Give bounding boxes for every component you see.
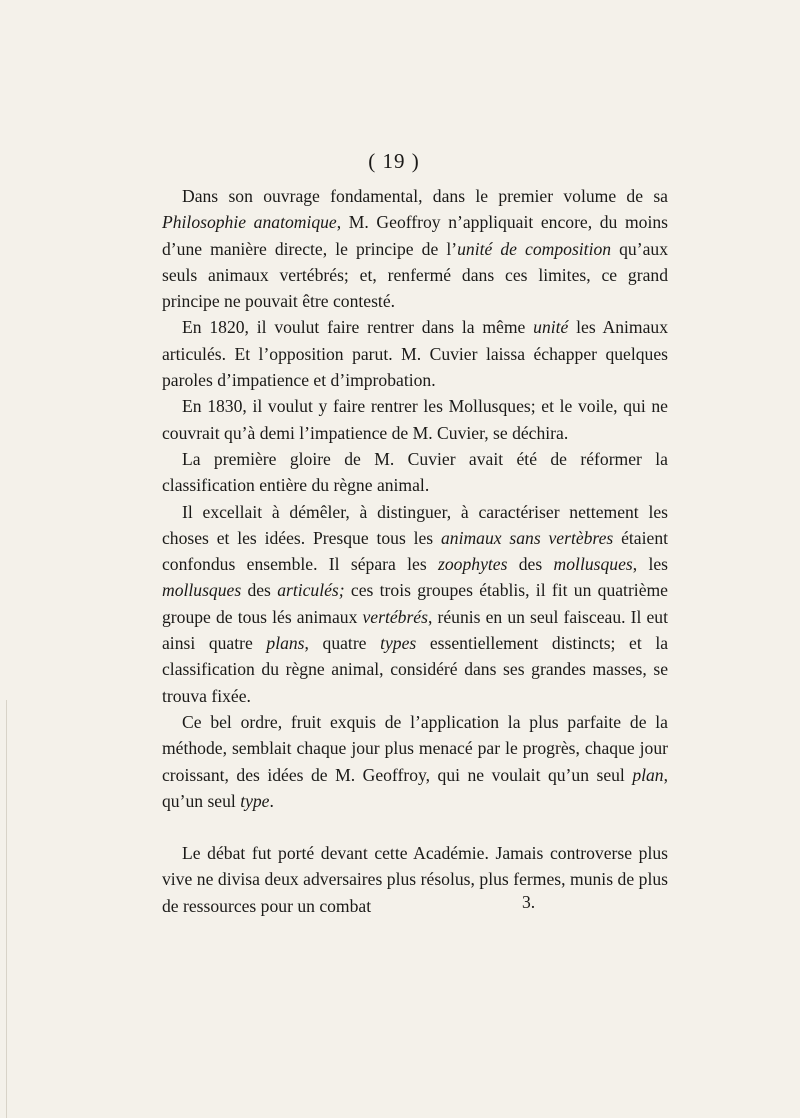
text-run: La première gloire de M. Cuvier avait été de réformer la classification entière du règne animal. [162, 448, 668, 496]
text-run: , M. Geoffroy n’appliquait encore, du moins d’une manière directe, le principe de l’ [162, 212, 668, 259]
text-run: En 1820, il voulut faire rentrer dans la même [182, 317, 534, 338]
text-run: des [241, 580, 278, 601]
page-number: ( 19 ) [368, 149, 420, 173]
italic-term: vertébrés [362, 606, 428, 627]
italic-term: type [240, 790, 270, 811]
italic-term: Philosophie anatomique [162, 212, 337, 233]
paragraph [162, 709, 668, 814]
paragraph [162, 314, 668, 393]
text-run: qu’aux seuls animaux vertébrés; et, renfermé dans ces limites, ce grand principe ne pouvait être contesté. [162, 238, 668, 312]
text-run: Dans son ouvrage fondamental, dans le premier volume de sa [182, 186, 668, 206]
text-run: ces trois groupes établis, il fit un quatrième groupe de tous lés animaux [162, 580, 668, 627]
text-run: essentiellement distincts; et la classification du règne animal, considéré dans ses grandes masses, se trouva fixée. [162, 633, 669, 706]
text-run: , quatre [304, 633, 381, 654]
paragraph [162, 840, 668, 919]
text-run: En 1830, il voulut y faire rentrer les Mollusques; et le voile, qui ne couvrait qu’à demi l’impatience de M. Cuvier, se déchira. [162, 396, 668, 443]
italic-term: types [380, 633, 417, 654]
text-run: . [269, 790, 274, 811]
italic-term: mollusques [553, 554, 633, 575]
text-run: les Animaux articulés. Et l’opposition parut. M. Cuvier laissa échapper quelques paroles d’impatience et d’improbation. [162, 317, 668, 391]
italic-term: animaux sans vertèbres [440, 527, 614, 548]
italic-term: unité [533, 317, 569, 338]
text-run: Il excellait à démêler, à distinguer, à caractériser nettement les choses et les idées. Presque tous les [162, 501, 668, 548]
text-run: , qu’un seul [162, 764, 668, 811]
paragraph [162, 393, 668, 446]
italic-term: mollusques [162, 580, 242, 601]
italic-term: plan [632, 764, 664, 785]
paragraph [162, 499, 668, 709]
italic-term: unité de composition [457, 238, 612, 259]
italic-term: articulés; [277, 580, 345, 601]
text-run: étaient confondus ensemble. Il sépara les [162, 527, 668, 575]
text-run: Ce bel ordre, fruit exquis de l’application la plus parfaite de la méthode, semblait chaque jour plus menacé par le progrès, chaque jour croissant, des idées de M. Geoffroy, qui ne voulait qu’un seul [162, 711, 668, 785]
paragraph [162, 446, 668, 499]
text-run: , les [632, 554, 668, 575]
signature-mark: 3. [522, 892, 536, 912]
page-edge-line [6, 700, 7, 1118]
text-run: Le débat fut porté devant cette Académie. Jamais controverse plus vive ne divisa deux adversaires plus résolus, plus fermes, munis de plus de ressources pour un combat [162, 843, 668, 916]
italic-term: plans [266, 633, 305, 654]
body-text [162, 183, 668, 919]
text-run: , réunis en un seul faisceau. Il eut ainsi quatre [162, 606, 668, 654]
italic-term: zoophytes [438, 554, 508, 575]
paragraph [162, 183, 668, 314]
text-run: des [507, 554, 554, 575]
